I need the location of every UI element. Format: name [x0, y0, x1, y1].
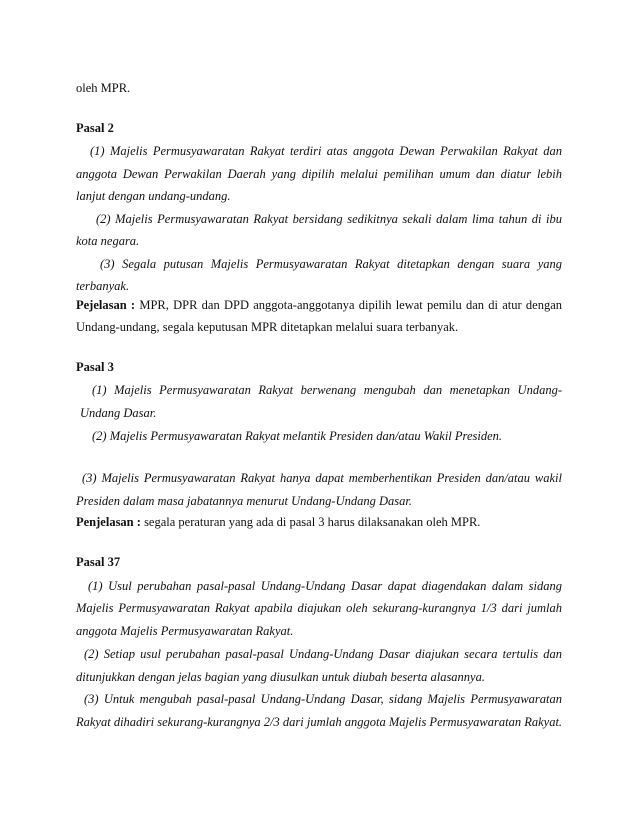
pasal-3-ayat-1-line-2: Undang Dasar.	[80, 406, 157, 420]
pasal-3-heading: Pasal 3	[76, 360, 114, 374]
pasal-2-ayat-1-line-3: lanjut dengan undang-undang.	[76, 189, 231, 203]
pasal-2-ayat-1-line-2: anggota Dewan Perwakilan Daerah yang dipilih melalui pemilihan umum dan diatur lebih	[76, 167, 562, 181]
pasal-2-ayat-2-line-2: kota negara.	[76, 234, 140, 248]
pasal-2-explanation-line-1	[76, 297, 562, 313]
pasal-2-explanation-line-2: Undang-undang, segala keputusan MPR ditetapkan melalui suara terbanyak.	[76, 320, 459, 334]
pasal-3-explanation-label: Penjelasan :	[76, 515, 141, 529]
pasal-37-ayat-2-line-2: ditunjukkan dengan jelas bagian yang diusulkan untuk diubah beserta alasannya.	[76, 670, 485, 684]
pasal-2-ayat-3-line-1: (3) Segala putusan Majelis Permusyawaratan Rakyat ditetapkan dengan suara yang	[100, 257, 562, 271]
intro-text: oleh MPR.	[76, 81, 131, 95]
pasal-37-ayat-1-line-2: Majelis Permusyawaratan Rakyat apabila diajukan oleh sekurang-kurangnya 1/3 dari jumlah	[76, 601, 562, 615]
pasal-37-heading: Pasal 37	[76, 555, 121, 569]
pasal-37-ayat-1-line-3: anggota Majelis Permusyawaratan Rakyat.	[76, 624, 294, 638]
pasal-37-ayat-1-line-1: (1) Usul perubahan pasal-pasal Undang-Undang Dasar dapat diagendakan dalam sidang	[88, 579, 562, 593]
pasal-3-ayat-1-line-1: (1) Majelis Permusyawaratan Rakyat berwenang mengubah dan menetapkan Undang-	[92, 383, 562, 397]
pasal-37-ayat-2-line-1: (2) Setiap usul perubahan pasal-pasal Undang-Undang Dasar diajukan secara tertulis dan	[84, 647, 562, 661]
pasal-37-ayat-3-line-1: (3) Untuk mengubah pasal-pasal Undang-Undang Dasar, sidang Majelis Permusyawaratan	[84, 692, 562, 706]
pasal-3-ayat-3-line-1: (3) Majelis Permusyawaratan Rakyat hanya dapat memberhentikan Presiden dan/atau wakil	[82, 471, 562, 485]
pasal-3-explanation-line-1	[76, 514, 562, 530]
pasal-3-explanation-text: segala peraturan yang ada di pasal 3 harus dilaksanakan oleh MPR.	[144, 515, 481, 529]
pasal-2-ayat-2-line-1: (2) Majelis Permusyawaratan Rakyat bersidang sedikitnya sekali dalam lima tahun di ibu	[96, 212, 562, 226]
pasal-2-ayat-3-line-2: terbanyak.	[76, 279, 130, 293]
pasal-3-ayat-3-line-2: Presiden dalam masa jabatannya menurut Undang-Undang Dasar.	[76, 494, 412, 508]
pasal-2-ayat-1-line-1: (1) Majelis Permusyawaratan Rakyat terdiri atas anggota Dewan Perwakilan Rakyat dan	[90, 144, 562, 158]
pasal-2-explanation-label: Pejelasan :	[76, 298, 136, 312]
pasal-2-heading: Pasal 2	[76, 121, 114, 135]
pasal-3-ayat-2-line-1: (2) Majelis Permusyawaratan Rakyat melantik Presiden dan/atau Wakil Presiden.	[92, 429, 502, 443]
pasal-2-explanation-text: MPR, DPR dan DPD anggota-anggotanya dipilih lewat pemilu dan di atur dengan	[139, 298, 562, 312]
pasal-37-ayat-3-line-2: Rakyat dihadiri sekurang-kurangnya 2/3 dari jumlah anggota Majelis Permusyawaratan Rakyat.	[76, 715, 563, 729]
